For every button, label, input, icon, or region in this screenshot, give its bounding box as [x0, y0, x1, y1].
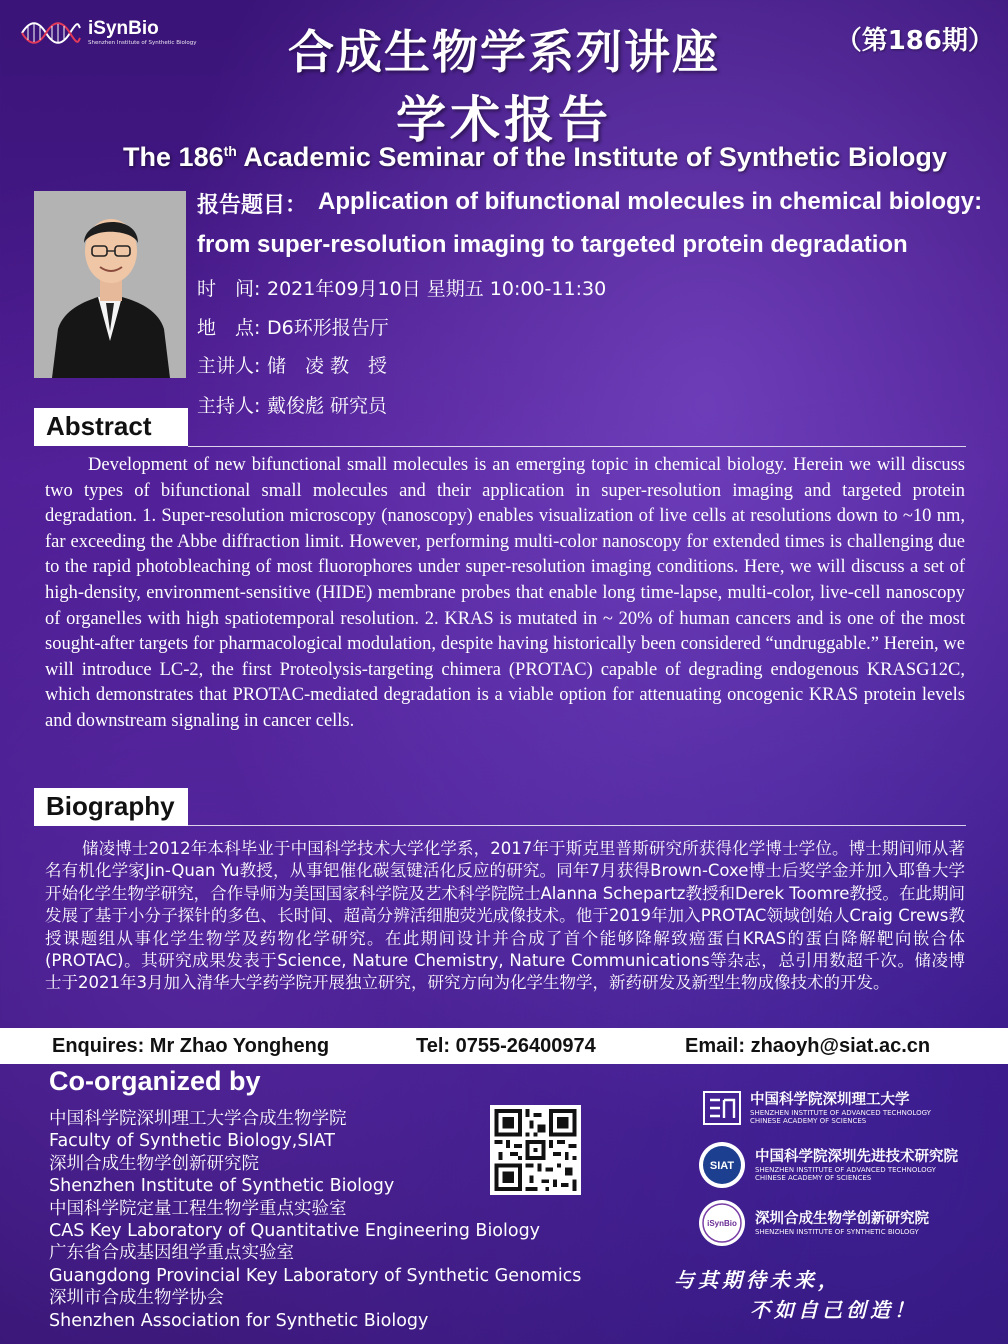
time-label: 时 间: — [197, 278, 261, 300]
organizer-line: 深圳市合成生物学协会 — [49, 1288, 224, 1309]
biography-text: 储凌博士2012年本科毕业于中国科学技术大学化学系，2017年于斯克里普斯研究所获得化学博士学位。博士期间师从著名有机化学家Jin-Quan Yu教授，从事钯催化碳氢键活化反应的研究。同年7月获得Brown-Coxe博士后奖学金并加入耶鲁大学开始化学生物学研究，合作导师为美国国家科学院及艺术科学院院士Alanna Schepartz教授和Derek Toomre教授。在此期间发展了基于小分子探针的多色、长时间、超高分辨活细胞荧光成像技术。他于2019年加入PROTAC领域创始人Craig Crews教授课题组从事化学生物学及药物化学研究。在此期间设计并合成了首个能够降解致癌蛋白KRAS的蛋白降解靶向嵌合体(PROTAC)。其研究成果发表于Science, Nature Chemistry, Nature Communications等杂志，总引用数超千次。储凌博士于2021年3月加入清华大学药学院开展独立研究，研究方向为化学生物学，新药研发及新型生物成像技术的开发。 — [45, 839, 965, 993]
qr-code[interactable] — [490, 1105, 581, 1195]
logo-name: iSynBio — [88, 18, 159, 39]
place-row — [197, 313, 389, 340]
issue-number: （第186期） — [835, 26, 994, 56]
abstract-divider — [188, 446, 966, 447]
svg-text:SIAT: SIAT — [709, 1160, 735, 1172]
abstract-heading: Abstract — [34, 408, 188, 446]
host-row — [197, 391, 387, 418]
report-title: 学术报告 — [396, 91, 612, 149]
abstract-text: Development of new bifunctional small molecules is an emerging topic in chemical biology. Herein we will discuss two types of bifunctional small molecules and their application in super-resolution imaging and targeted protein degradation. 1. Super-resolution microscopy (nanoscopy) enables visualization of live cells at resolutions down to ~10 nm, far exceeding the Abbe diffraction limit. However, performing multi-color nanoscopy for extended times is challenging due to the rapid photobleaching of most fluorophores under super-resolution imaging conditions. Here, we will discuss a set of high-density, environment-sensitive (HIDE) membrane probes that enable long time-lapse, multi-color, live-cell nanoscopy of organelles with high spatiotemporal resolution. 2. KRAS is mutated in ~ 20% of human cancers and is one of the most sought-after targets for pharmacological modulation, despite having historically been considered “undruggable.” Herein, we will introduce LC-2, the first Proteolysis-targeting chimera (PROTAC) capable of degrading endogenous KRASG12C, which demonstrates that PROTAC-mediated degradation is a viable option for attenuating oncogenic KRAS protein levels and downstream signaling in cancer cells. — [45, 455, 965, 731]
speaker-value: 储 凌 教 授 — [267, 355, 388, 377]
english-title: The 186th Academic Seminar of the Institute of Synthetic Biology — [123, 142, 947, 172]
institution-en-line1: SHENZHEN INSTITUTE OF SYNTHETIC BIOLOGY — [755, 1227, 919, 1236]
institution-siat — [697, 1140, 958, 1190]
speaker-row — [197, 351, 387, 378]
slogan-line2: 不如自己创造！ — [750, 1298, 918, 1322]
contact-bar — [0, 1028, 1008, 1064]
svg-text:iSynBio: iSynBio — [707, 1219, 737, 1228]
slogan-line1: 与其期待未来， — [674, 1268, 842, 1292]
speaker-label: 主讲人: — [197, 355, 261, 377]
organizer-line: Shenzhen Association for Synthetic Biology — [49, 1310, 429, 1331]
topic-label: 报告题目： — [197, 193, 308, 218]
organizer-line: Guangdong Provincial Key Laboratory of Synthetic Genomics — [49, 1265, 582, 1286]
organizer-line: 中国科学院定量工程生物学重点实验室 — [49, 1198, 347, 1219]
place-value: D6环形报告厅 — [267, 317, 389, 339]
institution-name: 中国科学院深圳理工大学 — [750, 1091, 910, 1108]
host-value: 戴俊彪 研究员 — [267, 395, 388, 417]
biography-heading: Biography — [34, 788, 188, 826]
host-label: 主持人: — [197, 395, 261, 417]
organizer-line: 深圳合成生物学创新研究院 — [49, 1153, 259, 1174]
siat-university-logo-icon — [702, 1090, 742, 1126]
topic-title-line1: Application of bifunctional molecules in chemical biology: — [318, 188, 983, 215]
organizer-line: 广东省合成基因组学重点实验室 — [49, 1243, 294, 1264]
organizer-line: 中国科学院深圳理工大学合成生物学院 — [49, 1109, 347, 1129]
institution-en-line2: CHINESE ACADEMY OF SCIENCES — [750, 1116, 867, 1125]
time-value: 2021年09月10日 星期五 10:00-11:30 — [267, 278, 607, 300]
institution-en-line2: CHINESE ACADEMY OF SCIENCES — [755, 1173, 872, 1182]
organizer-line: Faculty of Synthetic Biology,SIAT — [49, 1131, 335, 1152]
isynbio-seal-icon — [697, 1198, 747, 1248]
organizer-line: Shenzhen Institute of Synthetic Biology — [49, 1176, 395, 1197]
biography-divider — [188, 825, 966, 826]
siat-badge-icon — [697, 1140, 747, 1190]
time-row — [197, 274, 606, 301]
speaker-photo — [34, 191, 186, 378]
institution-isynbio — [697, 1198, 929, 1248]
logo-subtitle: Shenzhen Institute of Synthetic Biology — [88, 40, 197, 46]
telephone-text: Tel: 0755-26400974 — [416, 1035, 596, 1057]
institution-en-line1: SHENZHEN INSTITUTE OF ADVANCED TECHNOLOGY — [750, 1108, 931, 1117]
institution-name: 中国科学院深圳先进技术研究院 — [755, 1148, 958, 1165]
institution-siat-university — [702, 1090, 931, 1126]
place-label: 地 点: — [197, 317, 261, 339]
email-link[interactable]: Email: zhaoyh@siat.ac.cn — [685, 1035, 931, 1057]
topic-title-line2: from super-resolution imaging to targeted protein degradation — [197, 231, 908, 258]
organizer-line: CAS Key Laboratory of Quantitative Engineering Biology — [49, 1221, 541, 1242]
co-organized-heading: Co-organized by — [49, 1066, 261, 1096]
series-title: 合成生物学系列讲座 — [288, 25, 720, 79]
enquires-text: Enquires: Mr Zhao Yongheng — [52, 1035, 330, 1057]
institution-en-line1: SHENZHEN INSTITUTE OF ADVANCED TECHNOLOGY — [755, 1165, 936, 1174]
institution-name: 深圳合成生物学创新研究院 — [755, 1210, 929, 1227]
